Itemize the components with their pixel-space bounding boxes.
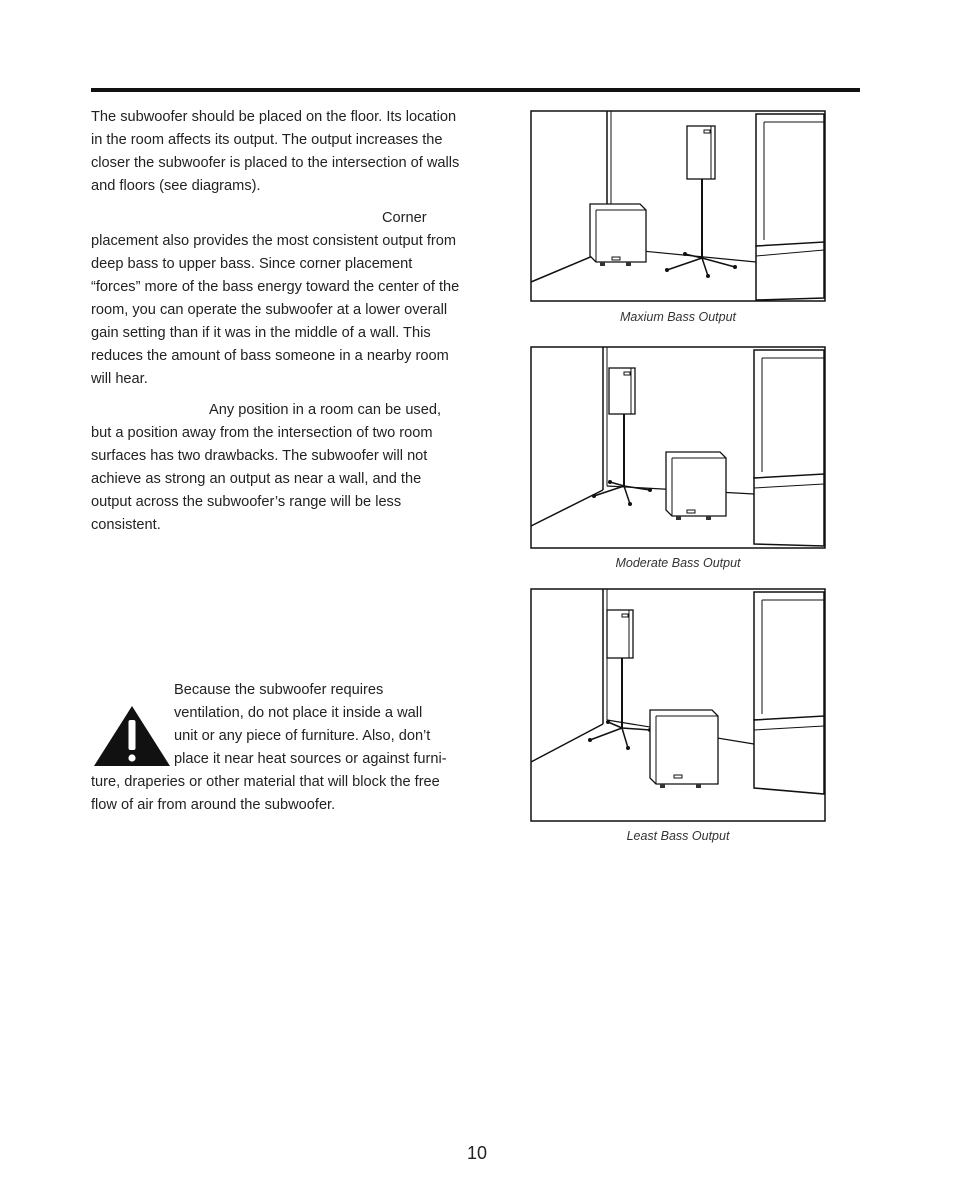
warning-text-rest: ture, draperies or other material that will block the free flow of air from around the subwoofer.: [91, 774, 440, 813]
caption-moderate-bass: Moderate Bass Output: [615, 556, 741, 570]
figure-maximum-bass: [530, 110, 826, 302]
warning-line-1: Because the subwoofer requires: [174, 682, 384, 698]
warning-line-4: place it near heat sources or against furni-: [174, 751, 447, 767]
room-center-illustration: [530, 588, 826, 822]
caption-least-bass: Least Bass Output: [626, 829, 730, 843]
room-corner-illustration: [530, 110, 826, 302]
room-wall-illustration: [530, 346, 826, 549]
corner-paragraph: [91, 207, 463, 391]
warning-line-3: unit or any piece of furniture. Also, don’t: [174, 728, 431, 744]
page-number: 10: [466, 1143, 488, 1163]
tv-cabinet: [754, 350, 824, 546]
figure-least-bass: [530, 588, 826, 822]
subwoofer: [666, 452, 726, 520]
subwoofer: [590, 204, 646, 266]
placement-text: The subwoofer should be placed on the floor. Its location in the room affects its output. The output increases the closer the subwoofer is placed to the intersection of walls and floors (see diagrams).: [91, 109, 460, 194]
other-location-text: but a position away from the intersection of two room surfaces has two drawbacks. The subwoofer will not achieve as strong an output as near a wall, and the output across the subwoofer’s range will be less consistent.: [91, 425, 433, 533]
corner-lead: Corner: [382, 210, 427, 226]
placement-paragraph: [91, 106, 463, 198]
warning-line-2: ventilation, do not place it inside a wall: [174, 705, 423, 721]
ventilation-warning: [91, 679, 463, 817]
subwoofer: [650, 710, 718, 788]
tv-cabinet: [754, 592, 824, 794]
corner-text: placement also provides the most consistent output from deep bass to upper bass. Since corner placement “forces” more of the bass energy toward the center of the room, you can operate the subwoofer at a lower overall gain setting than if it was in the middle of a wall. This reduces the amount of bass someone in a nearby room will hear.: [91, 233, 460, 387]
other-location-paragraph: [91, 399, 463, 537]
header-rule: [91, 88, 860, 92]
figure-moderate-bass: [530, 346, 826, 549]
caption-maximum-bass: Maxium Bass Output: [619, 310, 736, 324]
tv-cabinet: [756, 114, 824, 300]
other-location-lead: Any position in a room can be used,: [209, 402, 442, 418]
